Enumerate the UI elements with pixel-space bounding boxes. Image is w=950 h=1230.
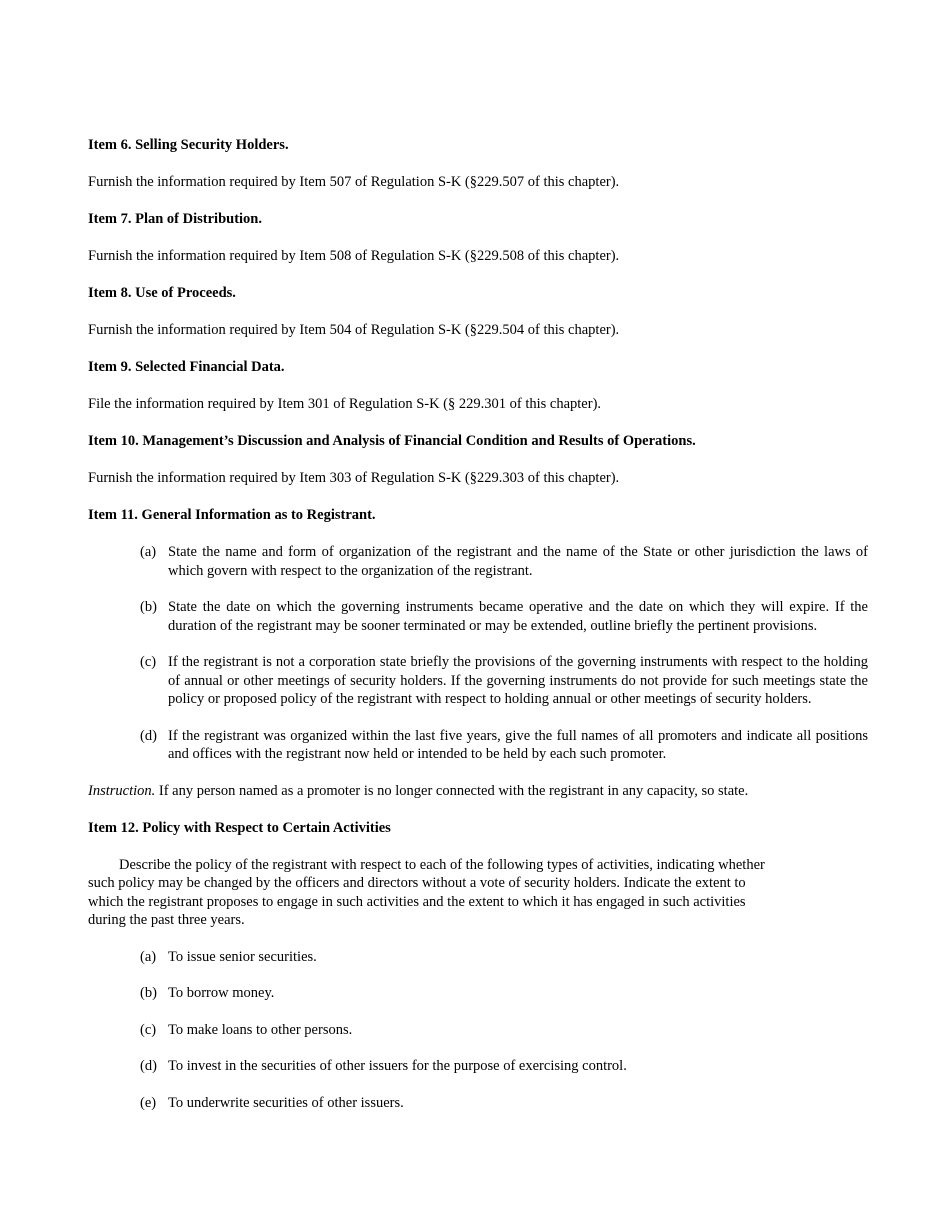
item-10-section — [88, 432, 868, 488]
item-body: Furnish the information required by Item 507 of Regulation S-K (§229.507 of this chapter). — [88, 174, 620, 190]
item-12-intro — [88, 856, 768, 930]
instruction-label: Instruction. — [88, 782, 156, 799]
list-item-text: If the registrant is not a corporation state briefly the provisions of the governing instruments with respect to the holding of annual or other meetings of security holders. If the governing instruments do not provide for such meetings state the policy or proposed policy of the registrant with respect to holding annual or other meetings of security holders. — [168, 654, 868, 707]
list-item — [88, 1057, 868, 1076]
list-item — [88, 1094, 868, 1113]
item-body: Furnish the information required by Item 303 of Regulation S-K (§229.303 of this chapter). — [88, 470, 620, 486]
list-item-text: If the registrant was organized within the last five years, give the full names of all promoters and indicate all positions and offices with the registrant now held or intended to be held by each such promoter. — [168, 727, 868, 762]
item-11-section — [88, 506, 868, 801]
list-item-label: (b) — [140, 599, 157, 615]
item-8-section — [88, 284, 868, 340]
instruction-note — [88, 782, 868, 801]
item-9-section — [88, 358, 868, 414]
instruction-text: If any person named as a promoter is no longer connected with the registrant in any capacity, so state. — [155, 782, 749, 799]
list-item — [88, 727, 868, 764]
intro-text: Describe the policy of the registrant with respect to each of the following types of activities, indicating whether such policy may be changed by the officers and directors without a vote of security holders. Indicate the extent to which the registrant proposes to engage in such activities and the extent to which it has engaged in such activities during the past three years. — [88, 856, 765, 928]
item-heading: Item 7. Plan of Distribution. — [88, 211, 262, 227]
list-item — [88, 543, 868, 580]
list-item — [88, 653, 868, 709]
document-body — [88, 136, 868, 1130]
item-12-subitems — [88, 948, 868, 1113]
list-item-text: To underwrite securities of other issuers. — [168, 1094, 404, 1111]
list-item — [88, 598, 868, 635]
list-item-text: State the name and form of organization of the registrant and the name of the State or other jurisdiction the laws of which govern with respect to the organization of the registrant. — [168, 544, 868, 579]
item-body: File the information required by Item 301 of Regulation S-K (§ 229.301 of this chapter). — [88, 396, 602, 412]
list-item-label: (a) — [140, 544, 157, 560]
list-item-label: (d) — [140, 1058, 157, 1074]
list-item — [88, 984, 868, 1003]
item-heading: Item 8. Use of Proceeds. — [88, 285, 236, 301]
list-item — [88, 948, 868, 967]
item-heading: Item 11. General Information as to Registrant. — [88, 507, 376, 523]
list-item — [88, 1021, 868, 1040]
list-item-label: (c) — [140, 1021, 157, 1038]
item-11-subitems — [88, 543, 868, 764]
list-item-label: (c) — [140, 654, 157, 670]
list-item-text: To issue senior securities. — [168, 948, 317, 965]
list-item-text: To invest in the securities of other issuers for the purpose of exercising control. — [168, 1058, 627, 1074]
list-item-label: (b) — [140, 985, 157, 1001]
item-heading: Item 10. Management’s Discussion and Analysis of Financial Condition and Results of Operations. — [88, 433, 696, 449]
list-item-label: (d) — [140, 727, 157, 744]
item-body: Furnish the information required by Item 504 of Regulation S-K (§229.504 of this chapter). — [88, 322, 620, 338]
item-heading: Item 6. Selling Security Holders. — [88, 137, 289, 153]
list-item-text: To make loans to other persons. — [168, 1021, 353, 1038]
list-item-text: State the date on which the governing instruments became operative and the date on which they will expire. If the duration of the registrant may be sooner terminated or may be extended, outline briefly the pertinent provisions. — [168, 599, 868, 634]
list-item-label: (e) — [140, 1094, 157, 1111]
list-item-label: (a) — [140, 948, 157, 965]
intro-indent — [88, 857, 119, 873]
item-heading: Item 12. Policy with Respect to Certain Activities — [88, 819, 391, 836]
item-body: Furnish the information required by Item 508 of Regulation S-K (§229.508 of this chapter). — [88, 248, 620, 264]
list-item-text: To borrow money. — [168, 985, 275, 1001]
item-6-section — [88, 136, 868, 192]
item-7-section — [88, 210, 868, 266]
item-heading: Item 9. Selected Financial Data. — [88, 359, 285, 375]
item-12-section — [88, 819, 868, 1113]
